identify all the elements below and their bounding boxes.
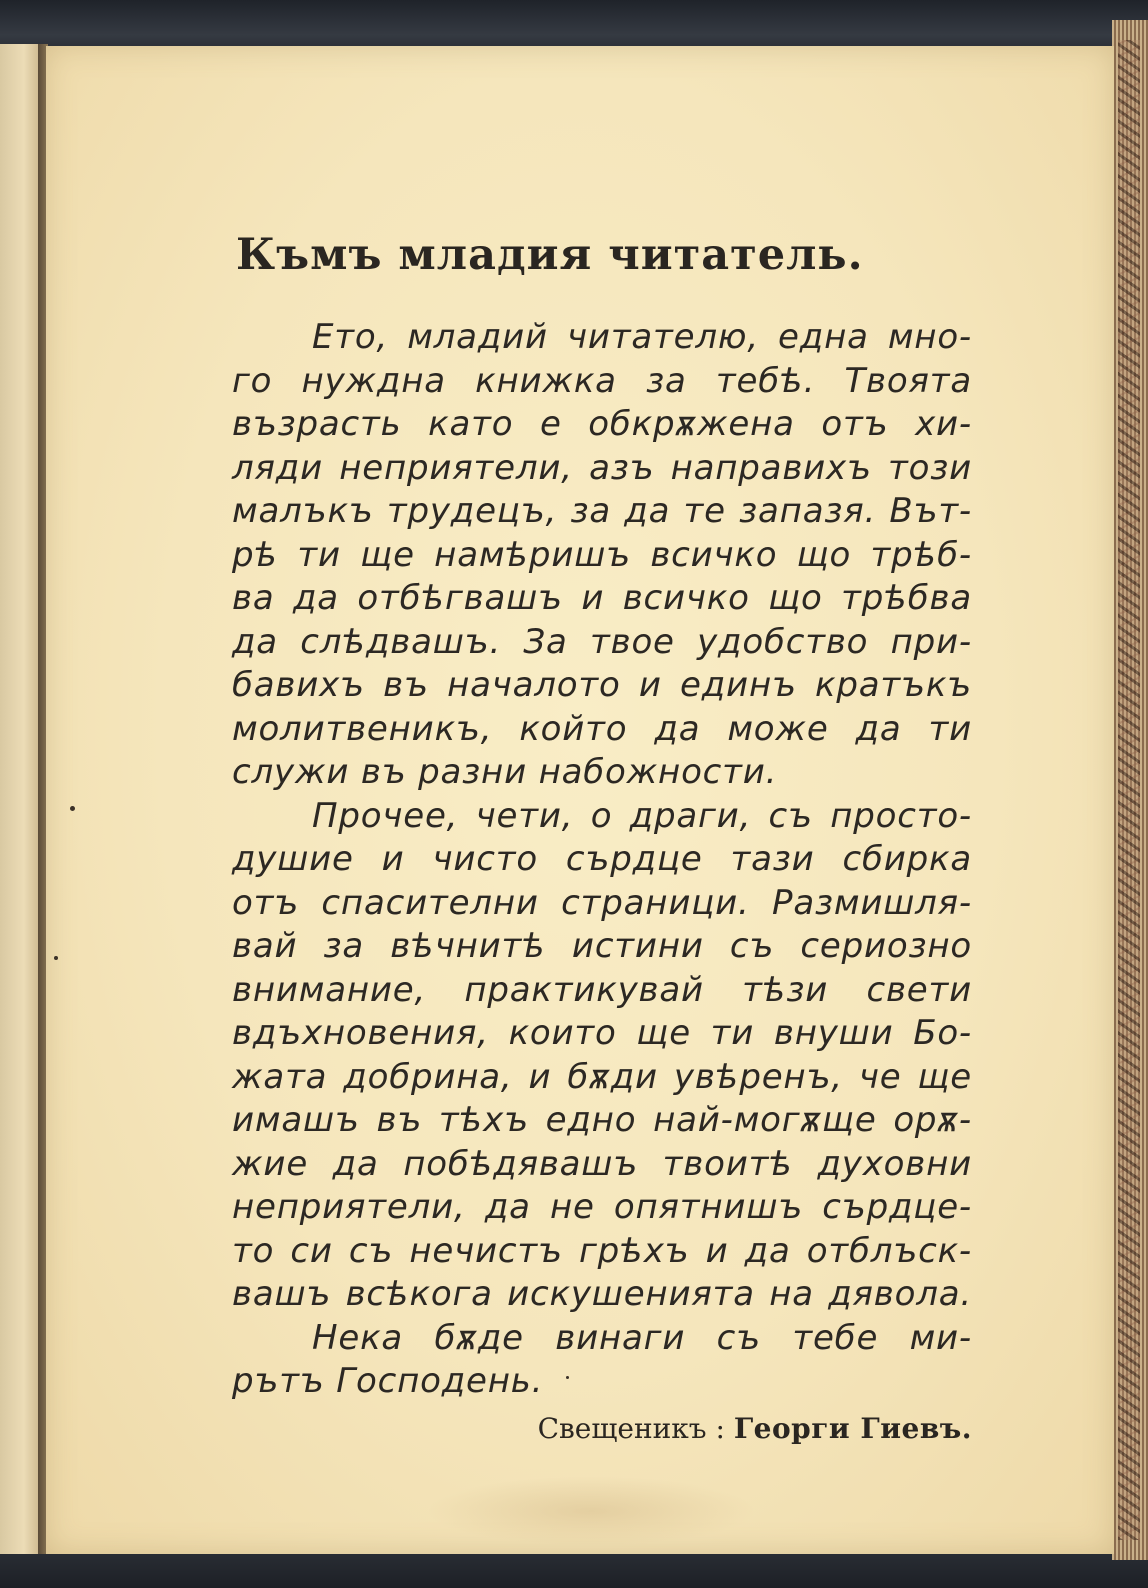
text-line: възрасть като е обкрѫжена отъ хи-: [232, 404, 972, 444]
paper-stain: [426, 1476, 756, 1546]
text-line: отъ спасителни страници. Размишля-: [232, 882, 972, 923]
text-line: бавихъ въ началото и единъ кратъкъ: [232, 665, 972, 705]
text-line: ва да отбѣгвашъ и всичко що трѣбва: [232, 578, 972, 618]
text-line: рѣ ти ще намѣришъ всичко що трѣб-: [232, 534, 972, 575]
ink-speck: [54, 956, 58, 960]
text-line: душие и чисто сърдце тази сбирка: [232, 839, 972, 879]
text-line: вашъ всѣкога искушенията на дявола.: [232, 1274, 972, 1314]
text-line: Прочее, чети, о драги, съ просто-: [312, 795, 972, 836]
text-line: вай за вѣчнитѣ истини съ сериозно: [232, 926, 972, 966]
paragraph-3: [186, 1317, 986, 1404]
signature-name: Георги Гиевъ.: [733, 1411, 972, 1445]
page-content: [186, 226, 986, 1445]
text-line: служи въ разни набожности.: [232, 752, 778, 792]
text-line: Нека бѫде винаги съ тебе ми-: [312, 1317, 972, 1358]
text-line: внимание, практикувай тѣзи свети: [232, 969, 972, 1010]
text-line: рътъ Господень.: [232, 1361, 544, 1401]
signature: [186, 1412, 972, 1445]
text-line: жие да побѣдявашъ твоитѣ духовни: [232, 1143, 972, 1184]
book-cover-bottom: [0, 1550, 1148, 1588]
text-line: жата добрина, и бѫди увѣренъ, че ще: [232, 1056, 972, 1097]
signature-title: Свещеникъ :: [537, 1411, 725, 1445]
book-page: [46, 46, 1114, 1554]
previous-page-edge: [0, 44, 42, 1554]
text-line: малъкъ трудецъ, за да те запазя. Вът-: [232, 491, 972, 531]
text-line: вдъхновения, които ще ти внуши Бо-: [232, 1013, 972, 1053]
text-line: неприятели, да не опятнишъ сърдце-: [232, 1187, 972, 1227]
page-heading: Къмъ младия читатель.: [236, 230, 864, 280]
text-line: ляди неприятели, азъ направихъ този: [232, 447, 972, 488]
text-line: имашъ въ тѣхъ едно най-могѫще орѫ-: [232, 1100, 972, 1140]
text-line: Ето, младий читателю, една мно-: [312, 317, 972, 357]
paragraph-2: [186, 795, 986, 1317]
ink-speck: [70, 806, 75, 811]
paragraph-1: [186, 316, 986, 795]
text-line: да слѣдвашъ. За твое удобство при-: [232, 621, 972, 662]
text-line: молитвеникъ, който да може да ти: [232, 708, 972, 749]
text-line: го нуждна книжка за тебѣ. Твоята: [232, 360, 972, 401]
book-cover-top: [0, 0, 1148, 50]
marbled-edge: [1118, 40, 1140, 1540]
text-line: то си съ нечистъ грѣхъ и да отблъск-: [232, 1230, 972, 1271]
